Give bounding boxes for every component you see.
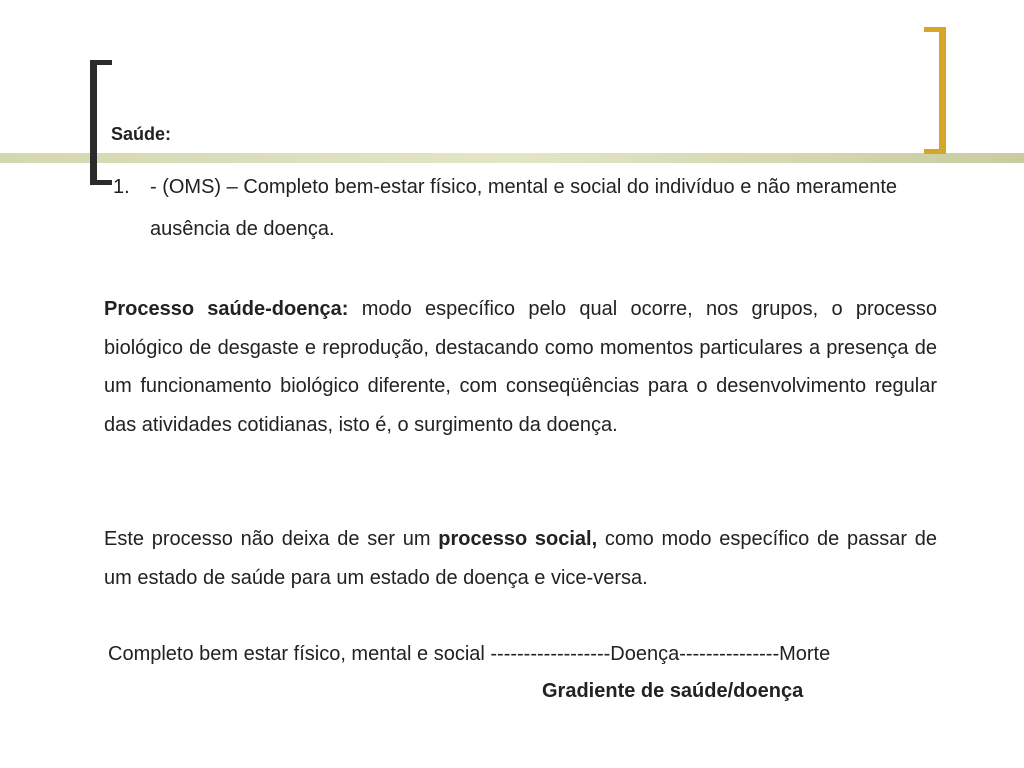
decorative-horizontal-bar bbox=[0, 153, 1024, 163]
paragraph-process-definition bbox=[104, 290, 937, 444]
list-item bbox=[113, 166, 913, 250]
paragraph-bold-lead: Processo saúde-doença: bbox=[104, 298, 349, 320]
paragraph-social-process bbox=[104, 520, 937, 597]
right-bracket-decoration bbox=[924, 27, 946, 154]
paragraph-text-before: Este processo não deixa de ser um bbox=[104, 528, 439, 550]
paragraph-bold-term: processo social, bbox=[438, 528, 598, 550]
list-item-text: - (OMS) – Completo bem-estar físico, mental e social do indivíduo e não meramente ausência de doença. bbox=[150, 176, 897, 240]
health-gradient-line: Completo bem estar físico, mental e social ------------------Doença---------------Morte bbox=[108, 643, 831, 665]
health-gradient-label: Gradiente de saúde/doença bbox=[542, 680, 804, 702]
paragraph-text-after: como modo específico de passar de um estado de saúde para um estado de doença e vice-versa. bbox=[104, 528, 937, 589]
slide-title: Saúde: bbox=[111, 124, 172, 144]
left-bracket-decoration bbox=[90, 60, 112, 185]
list-item-number: 1. bbox=[113, 176, 130, 198]
paragraph-body-text: modo específico pelo qual ocorre, nos grupos, o processo biológico de desgaste e reprodução, destacando como momentos particulares a presença de um funcionamento biológico diferente, com conseqüências para o desenvolvimento regular das atividades cotidianas, isto é, o surgimento da doença. bbox=[104, 298, 937, 436]
